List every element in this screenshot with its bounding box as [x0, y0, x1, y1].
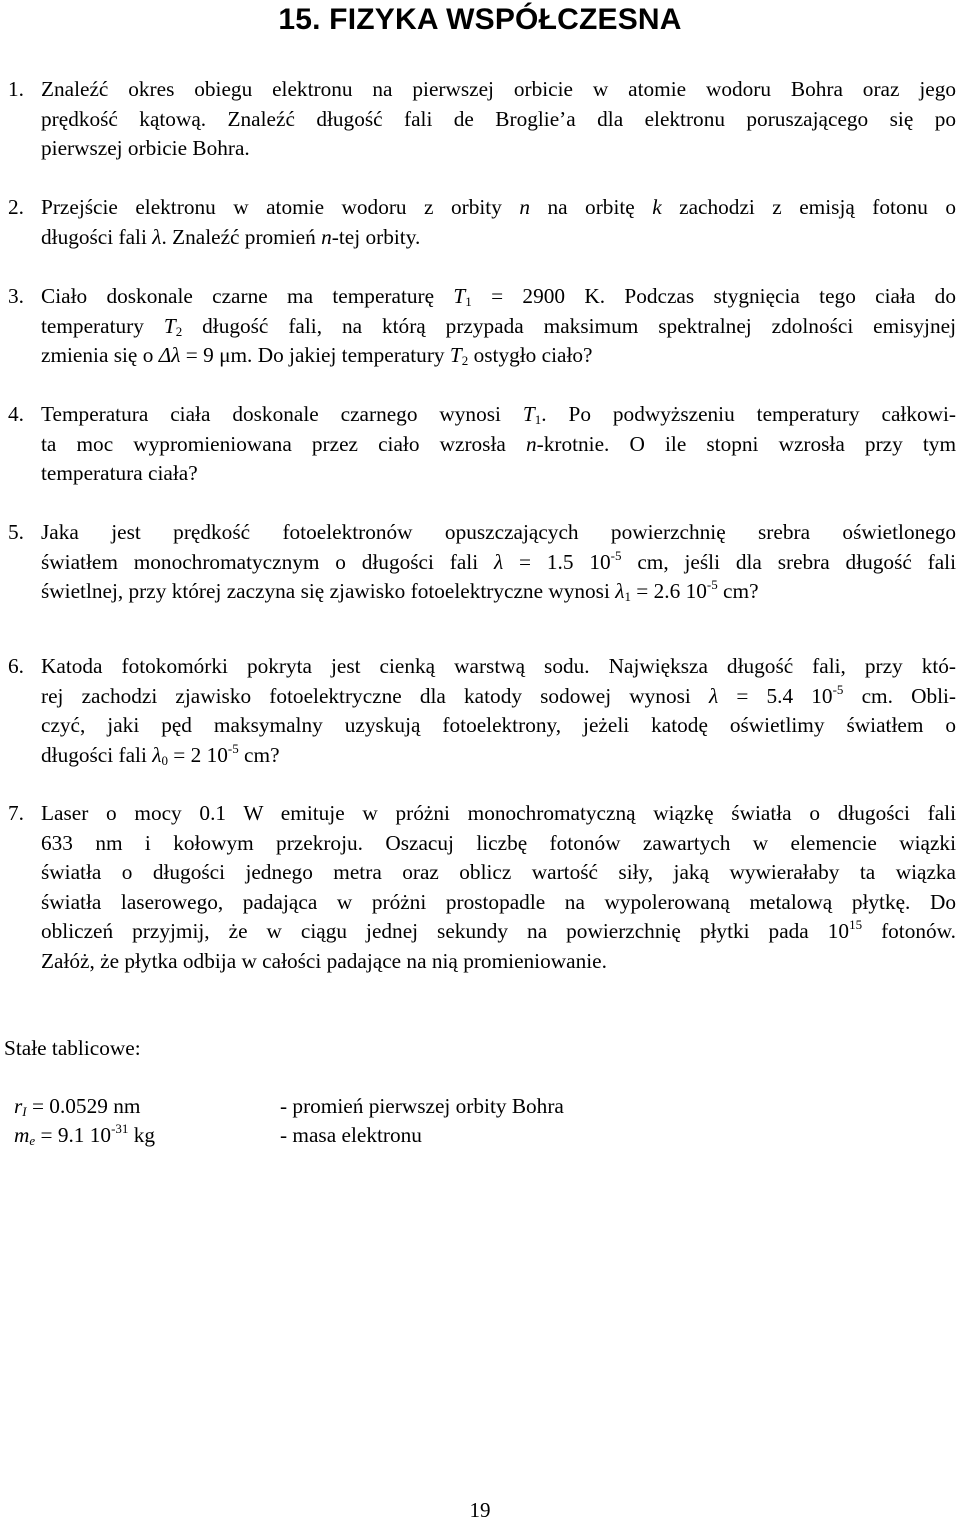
- problem-3: [8, 282, 956, 371]
- problem-2-line-1: 2. Przejście elektronu w atomie wodoru z orbity n na orbitę k zachodzi z emisją fotonu o: [8, 193, 956, 223]
- problem-6-line-2: rej zachodzi zjawisko fotoelektryczne dla katody sodowej wynosi λ = 5.4 $10^{-5}$ cm. Obli-: [41, 681, 957, 708]
- problem-4: [8, 400, 956, 489]
- problem-4-line-1: 4. Temperatura ciała doskonale czarnego wynosi $T_1$. Po podwyższeniu temperatury całkowi-: [8, 400, 956, 430]
- problem-7-line-1: 7. Laser o mocy 0.1 W emituje w próżni monochromatyczną wiązkę światła o długości fali: [8, 799, 956, 829]
- problem-6-line-3: czyć, jaki pęd maksymalny uzyskują fotoelektrony, jeżeli katodę oświetlimy światłem o: [41, 713, 956, 738]
- problem-number: 2.: [8, 195, 24, 219]
- constant-row-electron-mass: [14, 1121, 422, 1150]
- constant-symbol: $r_I = 0.0529$ nm: [14, 1094, 141, 1119]
- problem-7-line-6: Załóż, że płytka odbija w całości padające na nią promieniowanie.: [41, 948, 607, 973]
- problem-number: 7.: [8, 801, 24, 825]
- constant-description: - masa elektronu: [280, 1123, 422, 1147]
- problem-3-line-2: temperatury $T_2$ długość fali, na którą przypada maksimum spektralnej zdolności emisyjnej: [41, 313, 956, 339]
- problem-6: [8, 652, 956, 770]
- problem-number: 6.: [8, 654, 24, 678]
- problem-1-line-1: 1. Znaleźć okres obiegu elektronu na pierwszej orbicie w atomie wodoru Bohra oraz jego: [8, 75, 956, 105]
- problem-1: [8, 75, 956, 164]
- problem-2: [8, 193, 956, 252]
- problem-7-line-4: światła laserowego, padająca w próżni prostopadle na wypolerowaną metalową płytkę. Do: [41, 889, 956, 914]
- lambda-symbol: λ: [708, 683, 719, 708]
- problem-4-line-2: ta moc wypromieniowana przez ciało wzrosła n-krotnie. O ile stopni wzrosła przy tym: [41, 431, 957, 456]
- constants-heading: Stałe tablicowe:: [4, 1036, 141, 1060]
- problem-7-line-2: 633 nm i kołowym przekroju. Oszacuj liczbę fotonów zawartych w elemencie wiązki: [41, 830, 956, 855]
- constant-description: - promień pierwszej orbity Bohra: [280, 1094, 564, 1118]
- problem-number: 1.: [8, 77, 24, 101]
- constant-row-bohr-radius: [14, 1092, 564, 1121]
- delta-lambda-symbol: Δλ: [158, 343, 181, 368]
- problem-1-line-2: prędkość kątową. Znaleźć długość fali de Broglie’a dla elektronu poruszającego się po: [41, 106, 956, 131]
- lambda-symbol: λ: [152, 224, 162, 249]
- page-title: 15. FIZYKA WSPÓŁCZESNA: [278, 3, 682, 36]
- problem-5-line-3: świetlnej, przy której zaczyna się zjawisko fotoelektryczne wynosi $\lambda_1 = 2.6$ $10^{-5}$ cm?: [41, 577, 759, 605]
- lambda-symbol: λ: [493, 549, 504, 574]
- lambda-symbol: λ: [152, 742, 162, 767]
- problem-2-line-2: długości fali λ. Znaleźć promień n-tej orbity.: [41, 224, 421, 249]
- problem-number: 3.: [8, 284, 24, 308]
- problem-6-line-4: długości fali $\lambda_0 = 2$ $10^{-5}$ cm?: [41, 740, 280, 768]
- problem-7-line-3: światła o długości jednego metra oraz oblicz wartość siły, jaką wywierałaby ta wiązka: [41, 860, 956, 885]
- problem-5-line-1: 5. Jaka jest prędkość fotoelektronów opuszczających powierzchnię srebra oświetlonego: [8, 518, 956, 548]
- problem-3-line-3: zmienia się o Δλ = 9 μm. Do jakiej temperatury $T_2$ ostygło ciało?: [41, 343, 593, 369]
- problem-5: [8, 518, 956, 607]
- problem-7: [8, 799, 956, 977]
- problem-6-line-1: 6. Katoda fotokomórki pokryta jest cienką warstwą sodu. Największa długość fali, przy któ-: [8, 652, 956, 682]
- problem-number: 5.: [8, 520, 24, 544]
- page-number: 19: [469, 1498, 491, 1522]
- problem-3-line-1: 3. Ciało doskonale czarne ma temperaturę $T_1 = 2900$ K. Podczas stygnięcia tego ciała do: [8, 282, 956, 312]
- lambda-symbol: λ: [615, 579, 625, 604]
- problem-5-line-2: światłem monochromatycznym o długości fali λ = 1.5 $10^{-5}$ cm, jeśli dla srebra długość fali: [41, 547, 957, 574]
- constant-symbol: $m_e = 9.1$ $10^{-31}$ kg: [14, 1121, 156, 1148]
- problem-number: 4.: [8, 402, 24, 426]
- problem-7-line-5: obliczeń przyjmij, że w ciągu jednej sekundy na powierzchnię płytki pada $10^{15}$ fotonów.: [41, 917, 956, 944]
- problem-1-line-3: pierwszej orbicie Bohra.: [41, 136, 250, 161]
- problem-4-line-3: temperatura ciała?: [41, 461, 198, 486]
